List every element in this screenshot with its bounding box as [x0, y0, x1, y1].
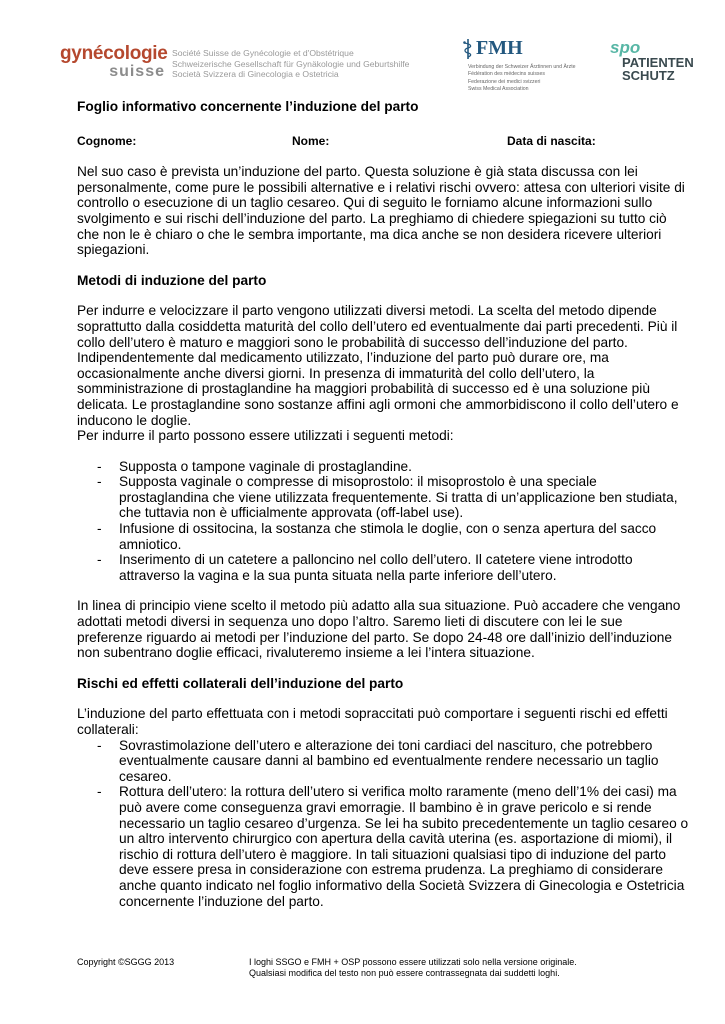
society-name-it: Società Svizzera di Ginecologia e Ostetricia [172, 69, 339, 79]
logo-word-gynecologie: gynécologie [60, 43, 168, 64]
document-body [77, 99, 689, 909]
list-item: - Sovrastimolazione dell’utero e alterazione dei toni cardiaci del nascituro, che potrebbero eventualmente causare danni al bambino ed eventualmente rendere necessario un taglio cesareo. [77, 738, 689, 785]
logo-usage-note [249, 957, 689, 979]
field-data-nascita: Data di nascita: [507, 133, 596, 148]
section-heading-metodi: Metodi di induzione del parto [77, 272, 267, 288]
metodi-paragraph-2: Per indurre il parto possono essere utilizzati i seguenti metodi: [77, 428, 454, 444]
spo-patienten: PATIENTEN [622, 55, 694, 70]
rischi-list [77, 738, 689, 910]
list-item: - Supposta vaginale o compresse di misoprostolo: il misoprostolo è una speciale prostaglandina che viene utilizzata frequentemente. Si tratta di un’applicazione ben studiata, che tuttavia non è ufficialmente approvata (off-label use). [77, 474, 689, 521]
aesculapius-staff-icon [460, 38, 476, 60]
field-cognome: Cognome: [77, 133, 137, 148]
intro-paragraph: Nel suo caso è prevista un’induzione del parto. Questa soluzione è già stata discussa con lei personalmente, come pure le possibili alternative e i relativi rischi ovvero: attesa con ulteriori visite di controllo o esecuzione di un taglio cesareo. Qui di seguito le forniamo alcune informazioni sullo svolgimento e sui rischi dell’induzione del parto. La preghiamo di chiedere spiegazioni su tutto ciò che non le è chiaro o che le sembra importante, ma dica anche se non desidera ricevere ulteriori spiegazioni. [77, 164, 685, 258]
society-names [172, 48, 409, 80]
spo-patientenschutz-logo [610, 40, 694, 82]
logo-usage-line-2: Qualsiasi modifica del testo non può essere contrassegnata dai suddetti loghi. [249, 968, 560, 978]
list-item: - Infusione di ossitocina, la sostanza che stimola le doglie, con o senza apertura del sacco amniotico. [77, 521, 689, 552]
section-heading-rischi: Rischi ed effetti collaterali dell’induzione del parto [77, 675, 404, 691]
document-title: Foglio informativo concernente l’induzione del parto [77, 99, 419, 114]
copyright-notice: Copyright ©SGGG 2013 [77, 957, 175, 967]
fmh-line-it: Federazione dei medici svizzeri [468, 78, 541, 85]
metodi-paragraph-3: In linea di principio viene scelto il metodo più adatto alla sua situazione. Può accadere che vengano adottati metodi diversi in sequenza uno dopo l’altro. Saremo lieti di discutere con lei le sue preferenze riguardo ai metodi per l’induzione del parto. Se dopo 24-48 ore dall’inizio dell’induzione non subentrano doglie efficaci, rivaluteremo insieme a lei l’intera situazione. [77, 598, 681, 661]
fmh-line-fr: Fédération des médecins suisses [468, 71, 545, 78]
logo-usage-line-1: I loghi SSGO e FMH + OSP possono essere utilizzati solo nella versione originale. [249, 957, 577, 967]
patient-fields [77, 134, 689, 150]
society-name-fr: Société Suisse de Gynécologie et d'Obstétrique [172, 48, 354, 58]
fmh-subtitle [468, 64, 576, 94]
field-nome: Nome: [292, 133, 330, 148]
metodi-paragraph-1: Per indurre e velocizzare il parto vengono utilizzati diversi metodi. La scelta del metodo dipende soprattutto dalla cosiddetta maturità del collo dell’utero ed eventualmente dai parti precedenti. Più il collo dell’utero è maturo e maggiori sono le probabilità di successo dell’induzione del parto. Indipendentemente dal medicamento utilizzato, l’induzione del parto può durare ore, ma occasionalmente anche diversi giorni. In presenza di immaturità del collo dell’utero, la somministrazione di prostaglandine ha maggiori probabilità di successo ed è una soluzione più delicata. Le prostaglandine sono sostanze affini agli ormoni che ammorbidiscono il collo dell’utero e inducono le doglie. [77, 303, 679, 428]
fmh-wordmark: FMH [476, 37, 523, 59]
list-item: - Supposta o tampone vaginale di prostaglandine. [77, 459, 689, 475]
spo-wordmark: spo [610, 38, 641, 57]
spo-schutz: SCHUTZ [622, 68, 675, 83]
letterhead [60, 38, 695, 98]
rischi-paragraph-1: L’induzione del parto effettuata con i metodi sopraccitati può comportare i seguenti rischi ed effetti collaterali: [77, 706, 668, 737]
list-item: - Inserimento di un catetere a palloncino nel collo dell’utero. Il catetere viene introdotto attraverso la vagina e la sua punta situata nella parte inferiore dell’utero. [77, 552, 689, 583]
metodi-list [77, 459, 689, 584]
list-item: - Rottura dell’utero: la rottura dell’utero si verifica molto raramente (meno dell’1% dei casi) ma può avere come conseguenza gravi emorragie. Il bambino è in grave pericolo e si rende necessario un taglio cesareo d’urgenza. Se lei ha subito precedentemente un taglio cesareo o un altro intervento chirurgico con apertura della cavità uterina (es. asportazione di miomi), il rischio di rottura dell’utero è maggiore. In tali situazioni qualsiasi tipo di induzione del parto deve essere presa in considerazione con estrema prudenza. La preghiamo di considerare anche quanto indicato nel foglio informativo della Società Svizzera di Ginecologia e Ostetricia concernente l’induzione del parto. [77, 784, 689, 909]
logo-word-suisse: suisse [109, 63, 165, 80]
fmh-line-de: Verbindung der Schweizer Ärztinnen und Ärzte [468, 64, 576, 70]
fmh-line-en: Swiss Medical Association [468, 86, 529, 93]
gynecologie-suisse-logo [60, 43, 168, 80]
society-name-de: Schweizerische Gesellschaft für Gynäkologie und Geburtshilfe [172, 58, 410, 69]
